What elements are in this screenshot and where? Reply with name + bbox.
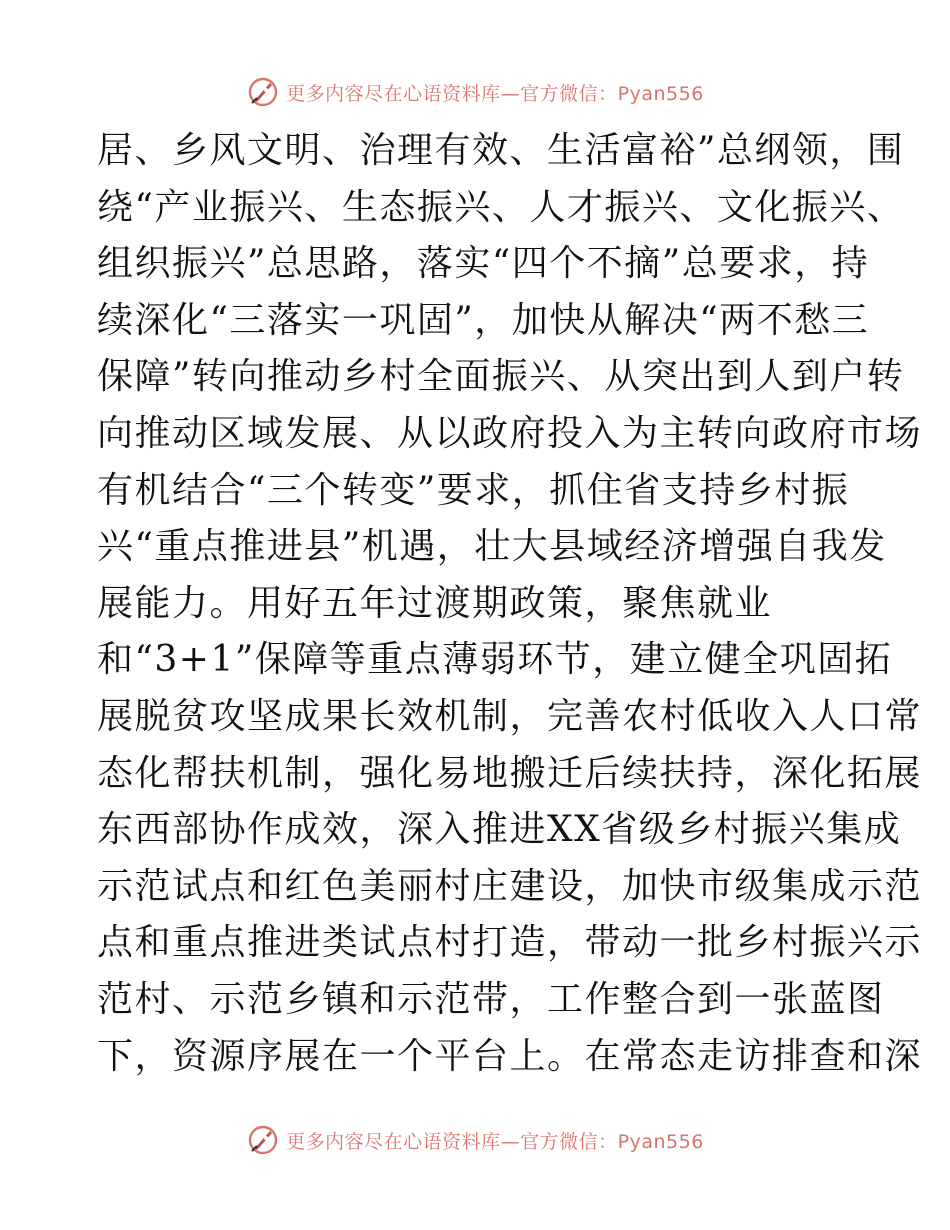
quill-logo-icon [246,75,280,109]
text-line: 保障”转向推动乡村全面振兴、从突出到人到户转 [97,356,905,398]
text-line: 东西部协作成效，深入推进XX省级乡村振兴集成 [97,809,902,851]
text-line: 续深化“三落实一巩固”，加快从解决“两不愁三 [97,299,870,341]
text-line: 展脱贫攻坚成果长效机制，完善农村低收入人口常 [97,695,923,737]
quill-logo-icon [246,1123,280,1157]
text-line: 点和重点推进类试点村打造，带动一批乡村振兴示 [97,922,923,964]
text-line: 兴“重点推进县”机遇，壮大县域经济增强自我发 [97,526,887,568]
header-banner [0,72,950,112]
text-line: 示范试点和红色美丽村庄建设，加快市级集成示范 [97,865,923,907]
text-line: 下，资源序展在一个平台上。在常态走访排查和深 [97,1035,923,1077]
text-line: 展能力。用好五年过渡期政策，聚焦就业 [97,582,773,624]
text-line: 居、乡风文明、治理有效、生活富裕”总纲领，围 [97,130,905,171]
text-line: 向推动区域发展、从以政府投入为主转向政府市场 [97,412,923,454]
text-line: 绕“产业振兴、生态振兴、人才振兴、文化振兴、 [97,186,905,228]
text-line: 和“3+1”保障等重点薄弱环节，建立健全巩固拓 [97,639,893,681]
text-line: 有机结合“三个转变”要求，抓住省支持乡村振 [97,469,850,511]
text-line: 范村、示范乡镇和示范带，工作整合到一张蓝图 [97,978,885,1020]
text-line: 态化帮扶机制，强化易地搬迁后续扶持，深化拓展 [97,752,923,794]
text-line: 组织振兴”总思路，落实“四个不摘”总要求，持 [97,243,870,285]
footer-banner-text: 更多内容尽在心语资料库—官方微信：Pyan556 [286,1130,704,1153]
document-body [97,123,923,1085]
header-banner-text: 更多内容尽在心语资料库—官方微信：Pyan556 [286,82,704,105]
footer-banner [0,1120,950,1160]
